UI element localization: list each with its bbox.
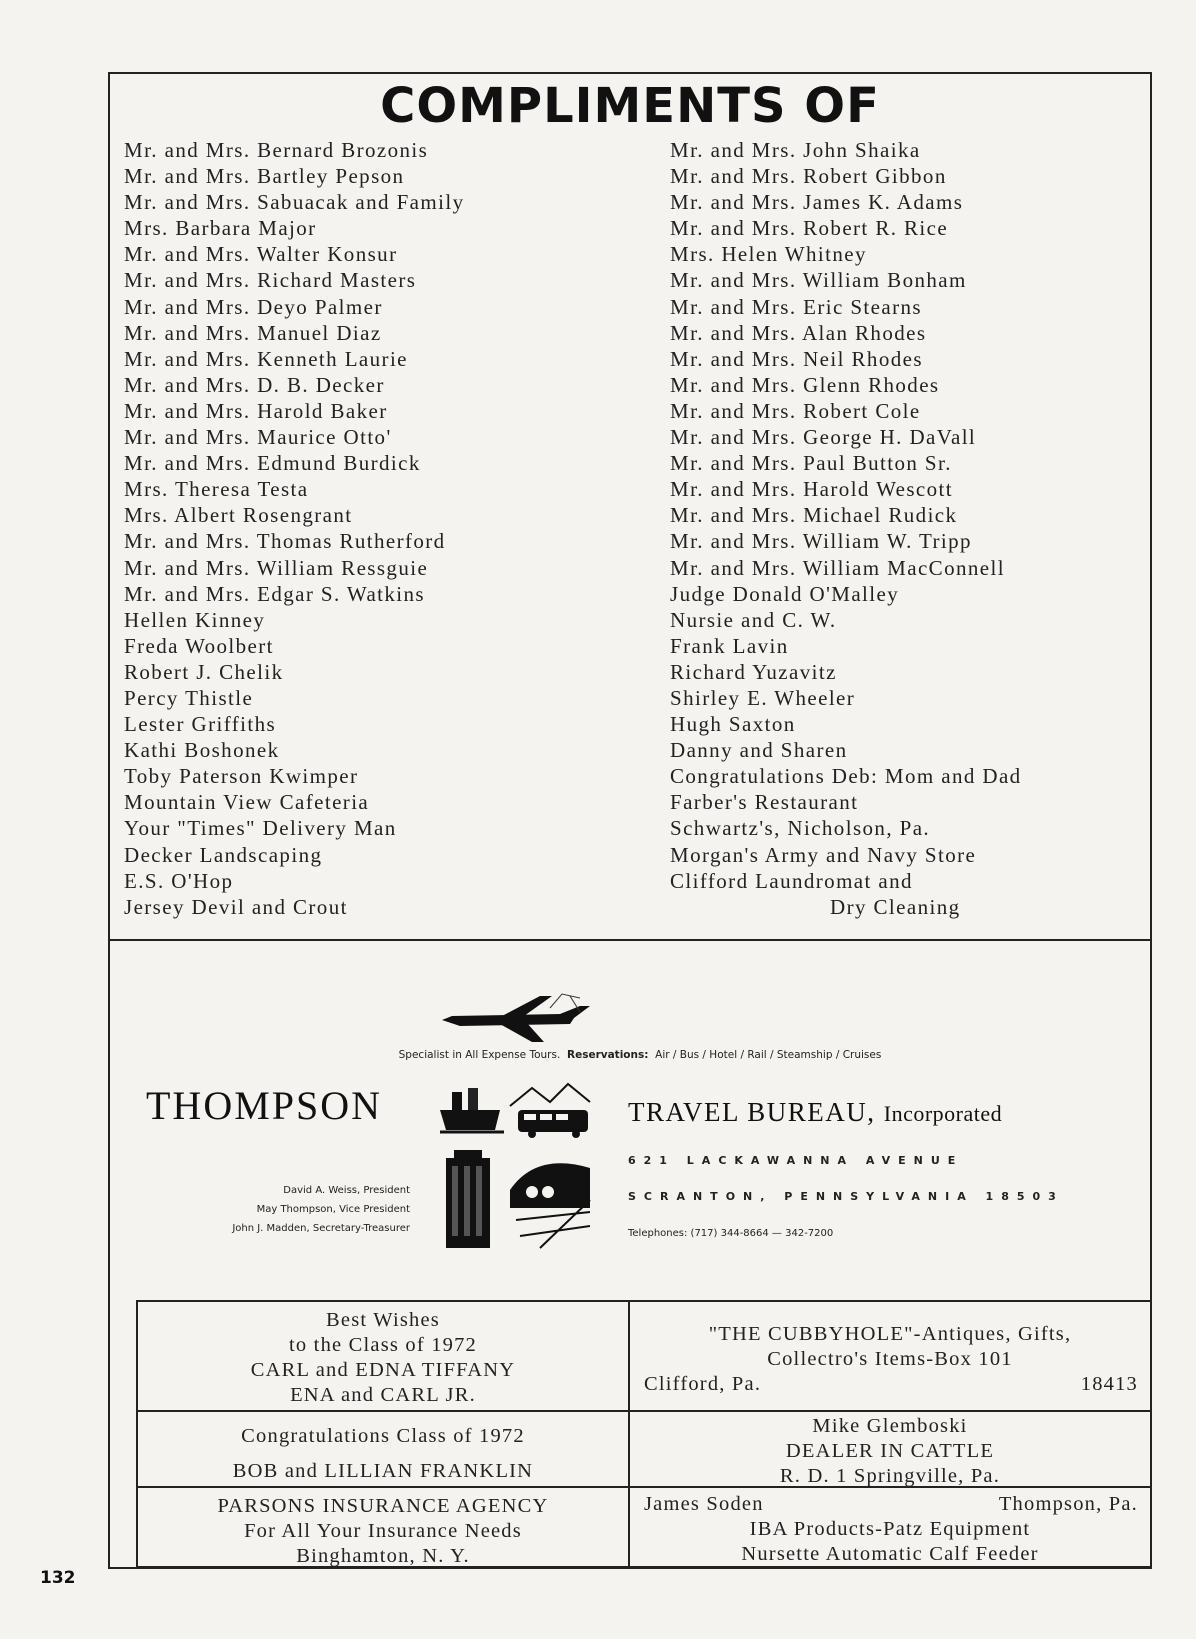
list-item: Mrs. Theresa Testa [124, 477, 309, 502]
list-item: Mr. and Mrs. Bernard Brozonis [124, 138, 429, 162]
company-name-right [628, 1097, 1002, 1128]
travel-illustration [440, 1080, 610, 1250]
list-item: Mr. and Mrs. D. B. Decker [124, 372, 385, 397]
list-item: Danny and Sharen [670, 738, 848, 763]
list-item: Mr. and Mrs. Sabuacak and Family [124, 190, 465, 215]
list-item: Nursie and C. W. [670, 607, 837, 632]
ad-cubbyhole [628, 1300, 1152, 1412]
ad-line: R. D. 1 Springville, Pa. [779, 1465, 1001, 1487]
ad-line: PARSONS INSURANCE AGENCY [217, 1495, 549, 1517]
ad-line: DEALER IN CATTLE [785, 1440, 995, 1462]
list-item: Mr. and Mrs. Edmund Burdick [124, 451, 421, 476]
list-item: Mr. and Mrs. Edgar S. Watkins [124, 581, 426, 606]
list-item: Congratulations Deb: Mom and Dad [670, 764, 1022, 789]
list-item: Mr. and Mrs. Maurice Otto' [124, 425, 392, 450]
list-item: Mr. and Mrs. Harold Baker [124, 398, 388, 423]
list-item: Mr. and Mrs. Paul Button Sr. [670, 451, 952, 476]
list-item: Mrs. Helen Whitney [670, 242, 867, 267]
list-item: Morgan's Army and Navy Store [670, 842, 977, 867]
list-item: Mrs. Barbara Major [124, 216, 317, 241]
ad-place: Thompson, Pa. [998, 1493, 1138, 1515]
left-names-column [124, 137, 465, 920]
list-item: Mrs. Albert Rosengrant [124, 503, 353, 528]
ad-name: James Soden [644, 1493, 764, 1515]
ad-line: BOB and LILLIAN FRANKLIN [232, 1460, 534, 1482]
telephone-numbers: Telephones: (717) 344-8664 — 342-7200 [628, 1228, 834, 1239]
list-item: Hellen Kinney [124, 607, 266, 632]
list-item: Percy Thistle [124, 685, 254, 710]
list-item: Mr. and Mrs. Kenneth Laurie [124, 346, 408, 371]
ad-tiffany [136, 1300, 630, 1412]
officer-line: John J. Madden, Secretary-Treasurer [232, 1223, 410, 1234]
ad-line: For All Your Insurance Needs [244, 1520, 522, 1542]
list-item: Richard Yuzavitz [670, 659, 837, 684]
list-item: Hugh Saxton [670, 712, 796, 737]
list-item: Judge Donald O'Malley [670, 581, 900, 606]
ad-city: Clifford, Pa. [644, 1373, 762, 1395]
airplane-icon [440, 992, 605, 1050]
list-item: Mr. and Mrs. Bartley Pepson [124, 164, 405, 189]
company-name-left: THOMPSON [146, 1083, 383, 1128]
list-item: Your "Times" Delivery Man [124, 816, 397, 841]
ad-line: Collectro's Items-Box 101 [767, 1348, 1013, 1370]
reservations-label: Reservations: [567, 1049, 649, 1061]
ad-line: Congratulations Class of 1972 [241, 1425, 525, 1447]
ad-line: to the Class of 1972 [289, 1334, 477, 1356]
list-item: Mr. and Mrs. James K. Adams [670, 190, 964, 215]
list-item: Mr. and Mrs. Walter Konsur [124, 242, 398, 267]
officer-list [140, 1181, 410, 1238]
company-name-suffix: Incorporated [883, 1101, 1003, 1126]
bus-icon [510, 1084, 590, 1138]
list-item: Farber's Restaurant [670, 790, 859, 815]
list-item: Mr. and Mrs. Michael Rudick [670, 503, 958, 528]
list-item: Mr. and Mrs. Deyo Palmer [124, 294, 383, 319]
list-item: Mr. and Mrs. Robert Gibbon [670, 164, 947, 189]
ad-glemboski [628, 1410, 1152, 1488]
travel-address [628, 1154, 1064, 1226]
list-item: Kathi Boshonek [124, 738, 280, 763]
list-item: Freda Woolbert [124, 633, 274, 658]
list-item: E.S. O'Hop [124, 868, 234, 893]
list-item: Mountain View Cafeteria [124, 790, 370, 815]
page-title: COMPLIMENTS OF [380, 78, 880, 134]
list-item: Mr. and Mrs. Neil Rhodes [670, 346, 923, 371]
list-item: Mr. and Mrs. Glenn Rhodes [670, 372, 940, 397]
officer-line: David A. Weiss, President [283, 1185, 410, 1196]
officer-line: May Thompson, Vice President [256, 1204, 410, 1215]
list-item: Mr. and Mrs. Thomas Rutherford [124, 529, 446, 554]
ad-grid [136, 1300, 1152, 1568]
page-number: 132 [40, 1568, 76, 1588]
list-item: Mr. and Mrs. Eric Stearns [670, 294, 922, 319]
ad-line: Best Wishes [326, 1309, 440, 1331]
ad-line: Nursette Automatic Calf Feeder [741, 1543, 1039, 1565]
list-item: Toby Paterson Kwimper [124, 764, 359, 789]
list-item: Mr. and Mrs. William Bonham [670, 268, 967, 293]
list-item: Mr. and Mrs. Manuel Diaz [124, 320, 382, 345]
list-item: Mr. and Mrs. Robert R. Rice [670, 216, 949, 241]
train-icon [510, 1163, 590, 1248]
address-line-city: SCRANTON, PENNSYLVANIA 18503 [628, 1190, 1064, 1203]
list-item: Mr. and Mrs. George H. DaVall [670, 425, 977, 450]
ad-line: CARL and EDNA TIFFANY [250, 1359, 516, 1381]
list-item: Mr. and Mrs. William Ressguie [124, 555, 429, 580]
list-item: Frank Lavin [670, 633, 789, 658]
ad-line: IBA Products-Patz Equipment [749, 1518, 1031, 1540]
list-item: Mr. and Mrs. Alan Rhodes [670, 320, 927, 345]
ad-line-address [630, 1372, 1150, 1397]
list-item: Mr. and Mrs. Robert Cole [670, 398, 921, 423]
ad-line: ENA and CARL JR. [290, 1384, 476, 1406]
ad-line: Binghamton, N. Y. [296, 1545, 470, 1567]
list-item: Schwartz's, Nicholson, Pa. [670, 816, 931, 841]
building-icon [446, 1150, 490, 1248]
specialty-lead: Specialist in All Expense Tours. [398, 1049, 561, 1061]
right-names-column [670, 137, 1022, 920]
list-item: Jersey Devil and Crout [124, 894, 348, 919]
section-divider [108, 939, 1152, 941]
ad-franklin [136, 1410, 630, 1488]
list-item: Mr. and Mrs. Harold Wescott [670, 477, 954, 502]
list-item: Clifford Laundromat and [670, 868, 913, 893]
ad-zip: 18413 [1080, 1373, 1138, 1395]
list-item: Mr. and Mrs. William MacConnell [670, 555, 1005, 580]
list-item: Mr. and Mrs. Richard Masters [124, 268, 417, 293]
reservations-list: Air / Bus / Hotel / Rail / Steamship / Cruises [655, 1049, 882, 1061]
list-item: Mr. and Mrs. John Shaika [670, 138, 921, 162]
list-item: Robert J. Chelik [124, 659, 284, 684]
ad-soden [628, 1486, 1152, 1568]
list-item: Decker Landscaping [124, 842, 323, 867]
ad-parsons [136, 1486, 630, 1568]
ad-line: Mike Glemboski [812, 1415, 968, 1437]
list-item: Mr. and Mrs. William W. Tripp [670, 529, 972, 554]
list-item: Dry Cleaning [830, 894, 961, 919]
ad-line-header [630, 1492, 1150, 1517]
company-name-main: TRAVEL BUREAU, [628, 1097, 876, 1127]
ad-line: "THE CUBBYHOLE"-Antiques, Gifts, [708, 1323, 1072, 1345]
ship-icon [440, 1088, 504, 1132]
travel-specialty-line [170, 1049, 1110, 1061]
list-item: Lester Griffiths [124, 712, 277, 737]
list-item: Shirley E. Wheeler [670, 685, 856, 710]
address-line-street: 621 LACKAWANNA AVENUE [628, 1154, 964, 1167]
